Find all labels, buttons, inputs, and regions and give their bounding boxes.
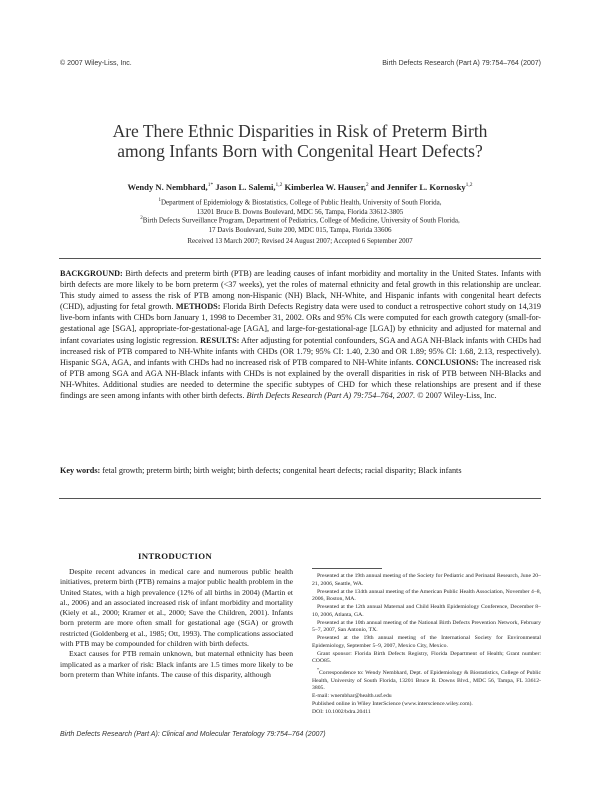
correspondence-text: Correspondence to: Wendy Nembhard, Dept. of Epidemiology & Biostatistics, College of Public Health, University of South Florida, 13201 Bruce B. Downs Blvd., MDC 56, Tampa, FL 33612-3805. [312,669,541,692]
author-name: and Jennifer L. Kornosky [370,182,466,192]
author-affil-mark: 2 [365,182,369,189]
abstract-methods-text: Florida Birth Defects Registry data were used to conduct a retrospective cohort study on 14,319 live-born infants with CHDs born January 1, 1998 to December 31, 2002. ORs and 95% CIs were computed for each growth category (small-for-gestational age [SGA], appropriate-for-gestational-age [AGA], and large-for-gestational-age [LGA]) by ethnicity and adjusted for maternal and infant covariates using logistic regression. [60,302,542,345]
author-name: Kimberlea W. Hauser, [284,182,366,192]
article-title [40,121,560,161]
abstract-bottom-rule [59,498,541,499]
affiliation-line: Department of Epidemiology & Biostatistics, College of Public Health, University of South Florida, [160,198,442,207]
footnote: Presented at the 19th annual meeting of the Society for Pediatric and Perinatal Research, June 20–21, 2006, Seattle, WA. [312,573,541,587]
journal-footer: Birth Defects Research (Part A): Clinical and Molecular Teratology 79:754–764 (2007) [60,731,326,738]
abstract-conclusions-text: The increased risk of PTB among SGA and AGA NH-Black infants with CHDs is not explained by the overall disparities in risk of PTB between NH-Blacks and NH-Whites. Additional studies are needed to determine the specific subtypes of CHD for which these relationships are present and if these findings are seen among infants with other birth defects. [60,357,541,401]
author-list [40,182,560,192]
abstract-methods-label: METHODS: [175,302,221,312]
footnotes [312,573,541,716]
journal-header: Birth Defects Research (Part A) 79:754–764 (2007) [382,60,541,67]
affiliation-line: 13201 Bruce B. Downs Boulevard, MDC 56, Tampa, Florida 33612-3805 [196,207,404,216]
abstract-background-text: Birth defects and preterm birth (PTB) are leading causes of infant morbidity and mortality in the United States. Infants with birth defects are more likely to be born preterm (<37 weeks), yet the roles of maternal ethnicity and fetal growth in this relationship are unclear. This study aimed to assess the risk of PTB among non-Hispanic (NH) Black, NH-White, and Hispanic infants with congenital heart defects (CHD), adjusting for fetal growth. [60,269,541,312]
abstract-copyright: © 2007 Wiley-Liss, Inc. [415,391,497,401]
author-affil-mark: 1,2 [465,182,473,189]
correspondence-mark: * [317,667,319,672]
published-online: Published online in Wiley InterScience (www.interscience.wiley.com). [312,700,473,707]
abstract-citation: Birth Defects Research (Part A) 79:754–764, 2007. [246,391,416,401]
keywords-text: fetal growth; preterm birth; birth weight; birth defects; congenital heart defects; racial disparity; Black infants [100,466,462,475]
footnote: Presented at the 134th annual meeting of the American Public Health Association, November 4–8, 2006, Boston, MA. [312,588,541,603]
abstract-top-rule [59,258,541,259]
footnote-rule [312,568,382,569]
keywords-label: Key words: [60,466,101,475]
affiliation [60,214,540,235]
body-paragraph: Exact causes for PTB remain unknown, but maternal ethnicity has been implicated as a marker of risk: Black infants are 1.5 times more likely to be born preterm than White infants. The cause of this disparity, although [60,649,293,679]
correspondence-email: E-mail: wnembhar@health.usf.edu [312,693,392,700]
author-affil-mark: 1,2 [275,182,283,189]
copyright-header: © 2007 Wiley-Liss, Inc. [60,60,132,67]
author-affil-mark: 1* [207,182,214,189]
correspondence-note [312,666,541,693]
footnote: Presented at the 12th annual Maternal and Child Health Epidemiology Conference, December 8–10, 2006, Atlanta, GA. [312,604,541,618]
received-dates: Received 13 March 2007; Revised 24 August 2007; Accepted 6 September 2007 [187,237,413,245]
abstract-conclusions-label: CONCLUSIONS: [415,357,479,367]
footnote: Presented at the 19th annual meeting of the International Society for Environmental Epidemiology, September 5–9, 2007, Mexico City, Mexico. [312,635,541,649]
introduction-body [60,567,293,680]
abstract-results-text: After adjusting for potential confounders, SGA and AGA NH-Black infants with CHDs had increased risk of PTB compared to NH-White infants with CHDs (OR 1.79; 95% CI: 1.40, 2.30 and OR 1.89; 95% CI: 1.68, 2.13, respectively). Hispanic SGA, AGA, and infants with CHDs had no increased risk of PTB compared to NH-White infants. [60,335,541,367]
footnote: Grant sponsor: Florida Birth Defects Registry, Florida Department of Health; Grant number: COO85. [312,650,541,665]
affiliation-line: 17 Davis Boulevard, Suite 200, MDC 015, Tampa, Florida 33606 [208,225,392,234]
footnote: Presented at the 10th annual meeting of the National Birth Defects Prevention Network, February 5–7, 2007, San Antonio, TX. [312,619,541,634]
affiliation-mark: 1 [158,198,161,203]
title-line: among Infants Born with Congenital Heart Defects? [117,141,483,161]
doi: DOI: 10.1002/bdra.20411 [312,708,371,715]
abstract-results-label: RESULTS: [200,335,240,345]
abstract [60,268,541,401]
title-line: Are There Ethnic Disparities in Risk of Preterm Birth [112,121,488,141]
keywords [60,465,541,476]
author-name: Wendy N. Nembhard, [127,182,208,192]
affiliation-mark: 2 [140,216,143,221]
introduction-heading: INTRODUCTION [138,551,212,561]
affiliation-line: Birth Defects Surveillance Program, Department of Pediatrics, College of Medicine, University of South Florida, [142,216,460,225]
author-name: Jason L. Salemi, [215,182,276,192]
abstract-background-label: BACKGROUND: [60,269,123,278]
body-paragraph: Despite recent advances in medical care and numerous public health initiatives, preterm birth (PTB) remains a major public health problem in the United States, with a high prevalence (12% of all births in 2004) (Martin et al., 2006) and an associated increased risk of infant morbidity and mortality (Kiely et al., 2000; Kramer et al., 2000; Save the Children, 2001). Infants born preterm are more often small for gestational age (SGA) or growth restricted (Goldenberg et al., 1985; Ott, 1993). The complications associated with PTB may be compounded for children with birth defects. [60,567,293,649]
